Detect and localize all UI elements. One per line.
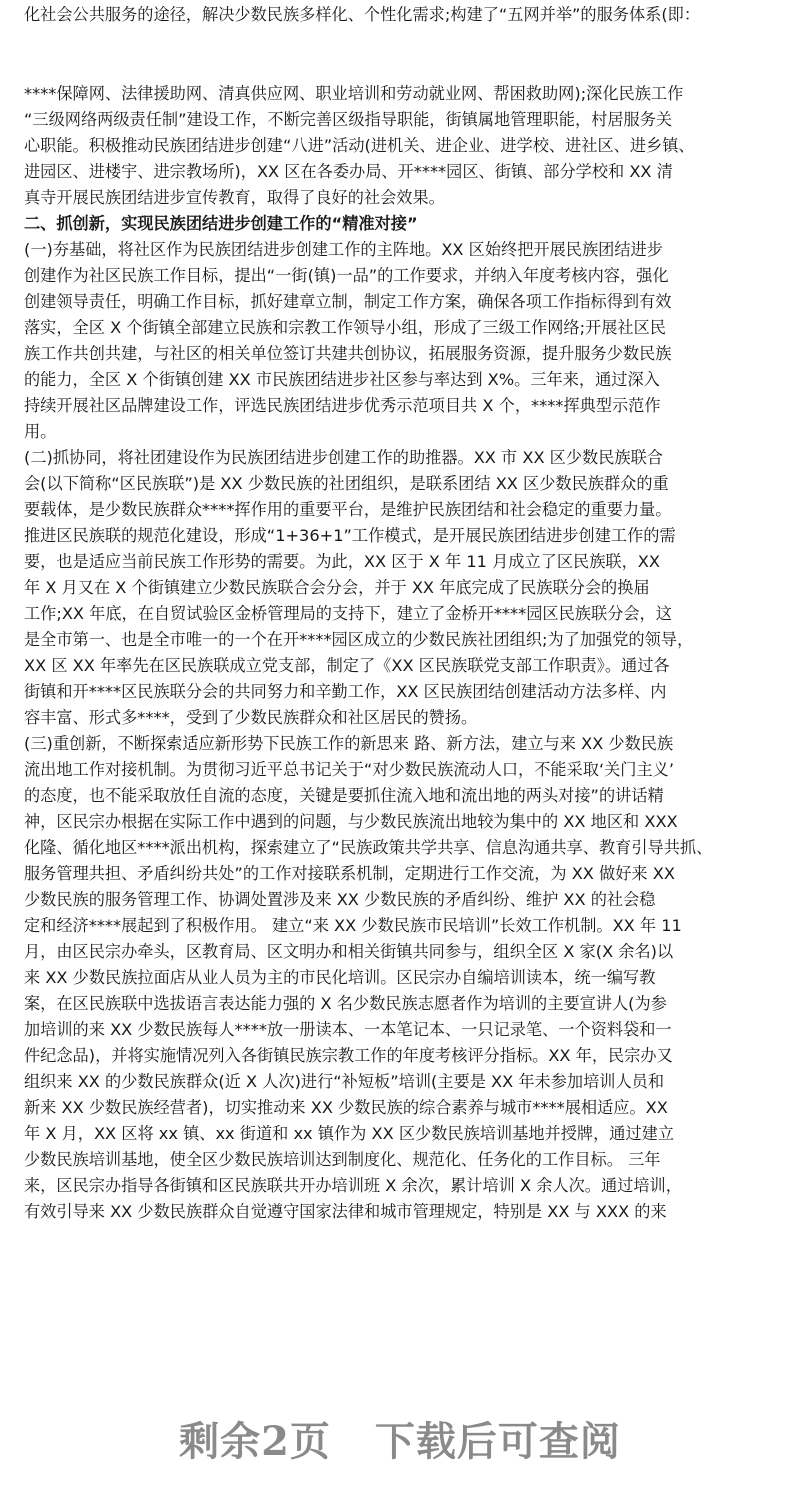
download-to-view-label: 下载后可查阅 (374, 1418, 621, 1465)
text-line: 年 X 月，XX 区将 xx 镇、xx 街道和 xx 镇作为 XX 区少数民族培训基地并授牌，通过建立 (24, 1124, 675, 1143)
text-line: 有效引导来 XX 少数民族群众自觉遵守国家法律和城市管理规定，特别是 XX 与 XXX 的来 (24, 1202, 667, 1221)
text-line: 的能力，全区 X 个街镇创建 XX 市民族团结进步社区参与率达到 X%。三年来，通过深入 (24, 370, 660, 389)
text-line: 真寺开展民族团结进步宣传教育，取得了良好的社会效果。 (24, 188, 445, 207)
top-text-line: 化社会公共服务的途径，解决少数民族多样化、个性化需求;构建了“五网并举”的服务体系(即： (24, 5, 701, 24)
text-line: (二)抓协同，将社团建设作为民族团结进步创建工作的助推器。XX 市 XX 区少数民族联合 (24, 448, 663, 467)
text-line: XX 区 XX 年率先在区民族联成立党支部，制定了《XX 区民族联党支部工作职责》。通过各 (24, 656, 670, 675)
text-line: 月，由区民宗办牵头，区教育局、区文明办和相关街镇共同参与，组织全区 X 家(X 余名)以 (24, 942, 674, 961)
text-line: 用。 (24, 422, 57, 441)
text-line: (一)夯基础，将社区作为民族团结进步创建工作的主阵地。XX 区始终把开展民族团结进步 (24, 240, 663, 259)
text-line: 心职能。积极推动民族团结进步创建“八进”活动(进机关、进企业、进学校、进社区、进乡镇、 (24, 136, 695, 155)
section-heading: 二、抓创新，实现民族团结进步创建工作的“精准对接” (24, 214, 418, 233)
text-line: 要载体，是少数民族群众****挥作用的重要平台，是维护民族团结和社会稳定的重要力量。 (24, 500, 672, 519)
paragraph-services (24, 81, 776, 1225)
text-line: 会(以下简称“区民族联”)是 XX 少数民族的社团组织，是联系团结 XX 区少数民族群众的重 (24, 474, 669, 493)
text-line: 推进区民族联的规范化建设，形成“1+36+1”工作模式，是开展民族团结进步创建工作的需 (24, 526, 676, 545)
text-line: 的态度，也不能采取放任自流的态度，关键是要抓住流入地和流出地的两头对接”的讲话精 (24, 786, 664, 805)
text-line: 案，在区民族联中选拔语言表达能力强的 X 名少数民族志愿者作为培训的主要宣讲人(为参 (24, 994, 667, 1013)
text-line: 来 XX 少数民族拉面店从业人员为主的市民化培训。区民宗办自编培训读本，统一编写教 (24, 968, 656, 987)
text-line: 化隆、循化地区****派出机构，探索建立了“民族政策共学共享、信息沟通共享、教育引导共抓、 (24, 838, 713, 857)
text-line: 容丰富、形式多****，受到了少数民族群众和社区居民的赞扬。 (24, 708, 478, 727)
text-line: 是全市第一、也是全市唯一的一个在开****园区成立的少数民族社团组织;为了加强党的领导， (24, 630, 694, 649)
text-line: 来，区民宗办指导各街镇和区民族联共开办培训班 X 余次，累计培训 X 余人次。通过培训， (24, 1176, 682, 1195)
text-line: 要，也是适应当前民族工作形势的需要。为此，XX 区于 X 年 11 月成立了区民族联，XX (24, 552, 660, 571)
text-line: 定和经济****展起到了积极作用。 建立“来 XX 少数民族市民培训”长效工作机制。XX 年 11 (24, 916, 682, 935)
text-line: 持续开展社区品牌建设工作，评选民族团结进步优秀示范项目共 X 个，****挥典型示范作 (24, 396, 661, 415)
text-line: 落实，全区 X 个街镇全部建立民族和宗教工作领导小组，形成了三级工作网络;开展社区民 (24, 318, 666, 337)
text-line: 少数民族的服务管理工作、协调处置涉及来 XX 少数民族的矛盾纠纷、维护 XX 的社会稳 (24, 890, 656, 909)
text-line: ****保障网、法律援助网、清真供应网、职业培训和劳动就业网、帮困救助网);深化民族工作 (24, 84, 684, 103)
text-line: 进园区、进楼宇、进宗教场所)，XX 区在各委办局、开****园区、街镇、部分学校和 XX 清 (24, 162, 673, 181)
remaining-pages-label: 剩余2页 (179, 1418, 331, 1465)
text-line: 少数民族培训基地，使全区少数民族培训达到制度化、规范化、任务化的工作目标。 三年 (24, 1150, 661, 1169)
text-line: 神，区民宗办根据在实际工作中遇到的问题，与少数民族流出地较为集中的 XX 地区和 XXX (24, 812, 678, 831)
text-line: 件纪念品)，并将实施情况列入各街镇民族宗教工作的年度考核评分指标。XX 年，民宗办又 (24, 1046, 673, 1065)
text-line: 创建领导责任，明确工作目标，抓好建章立制，制定工作方案，确保各项工作指标得到有效 (24, 292, 672, 311)
text-line: 加培训的来 XX 少数民族每人****放一册读本、一本笔记本、一只记录笔、一个资料袋和一 (24, 1020, 672, 1039)
text-line: 新来 XX 少数民族经营者)，切实推动来 XX 少数民族的综合素养与城市****展相适应。XX (24, 1098, 668, 1117)
text-line: 工作;XX 年底，在自贸试验区金桥管理局的支持下，建立了金桥开****园区民族联分会，这 (24, 604, 672, 623)
text-line: 年 X 月又在 X 个街镇建立少数民族联合会分会，并于 XX 年底完成了民族联分会的换届 (24, 578, 650, 597)
text-line: (三)重创新，不断探索适应新形势下民族工作的新思来 路、新方法，建立与来 XX 少数民族 (24, 734, 674, 753)
text-line: “三级网络两级责任制”建设工作，不断完善区级指导职能，街镇属地管理职能，村居服务关 (24, 110, 673, 129)
text-line: 流出地工作对接机制。为贯彻习近平总书记关于“对少数民族流动人口，不能采取‘关门主义’ (24, 760, 674, 779)
text-line: 服务管理共担、矛盾纠纷共处”的工作对接联系机制，定期进行工作交流，为 XX 做好来 XX (24, 864, 675, 883)
text-line: 创建作为社区民族工作目标，提出“一街(镇)一品”的工作要求，并纳入年度考核内容，强化 (24, 266, 669, 285)
text-line: 族工作共创共建，与社区的相关单位签订共建共创协议，拓展服务资源，提升服务少数民族 (24, 344, 672, 363)
text-line: 组织来 XX 的少数民族群众(近 X 人次)进行“补短板”培训(主要是 XX 年未参加培训人员和 (24, 1072, 665, 1091)
download-prompt[interactable] (0, 1410, 800, 1467)
text-line: 街镇和开****区民族联分会的共同努力和辛勤工作，XX 区民族团结创建活动方法多样、内 (24, 682, 667, 701)
